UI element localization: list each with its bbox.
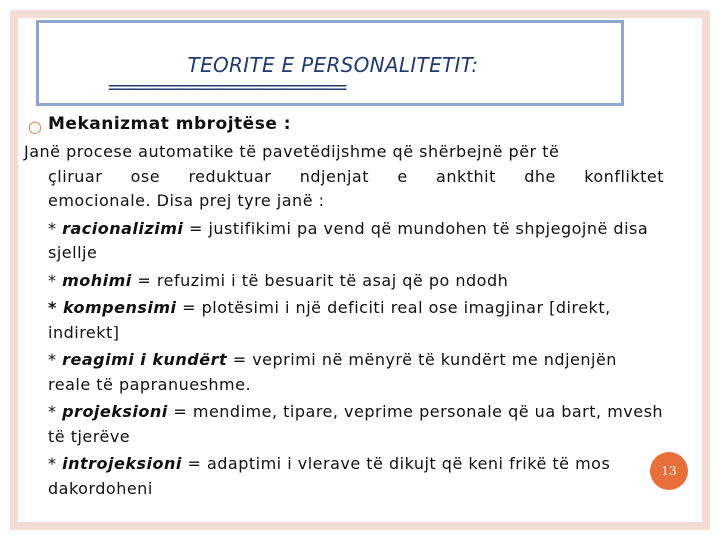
- list-item: [24, 296, 664, 345]
- slide-body: [24, 140, 664, 501]
- item-text: = veprimi në mënyrë të kundërt me ndjenjën reale të papranueshme.: [48, 350, 617, 394]
- item-term: mohimi: [62, 270, 132, 290]
- item-term: reagimi i kundërt: [62, 350, 228, 369]
- item-prefix: *: [48, 402, 63, 421]
- list-item: [24, 452, 664, 501]
- item-prefix: *: [48, 350, 63, 369]
- item-term: racionalizimi: [62, 218, 184, 238]
- section-heading: Mekanizmat mbrojtëse :: [48, 114, 292, 134]
- item-text: = refuzimi i të besuarit të asaj që po ndodh: [131, 270, 509, 290]
- item-term: projeksioni: [62, 402, 168, 421]
- hollow-diamond-bullet-icon: ○: [28, 117, 42, 136]
- item-term: kompensimi: [62, 298, 177, 317]
- intro-paragraph: [24, 140, 664, 214]
- item-term: introjeksioni: [62, 454, 182, 473]
- list-item: [24, 269, 664, 294]
- list-item: [24, 348, 664, 397]
- page-number-badge: 13: [650, 452, 688, 490]
- item-text: = mendime, tipare, veprime personale që ua bart, mvesh të tjerëve: [48, 402, 664, 446]
- title-underline: ==========================: [108, 78, 346, 98]
- slide-title: TEORITE E PERSONALITETIT:: [187, 53, 479, 77]
- item-text: = adaptimi i vlerave të dikujt që keni frikë të mos dakordoheni: [48, 454, 611, 498]
- list-item: [24, 217, 664, 266]
- item-prefix: *: [48, 218, 63, 238]
- item-prefix: *: [48, 454, 63, 473]
- item-text: = plotësimi i një deficiti real ose imagjinar [direkt, indirekt]: [48, 298, 611, 342]
- intro-line: emocionale. Disa prej tyre janë :: [48, 191, 325, 210]
- item-text: = justifikimi pa vend që mundohen të shpjegojnë disa sjellje: [48, 218, 649, 262]
- list-item: [24, 400, 664, 449]
- item-prefix: *: [48, 270, 63, 290]
- intro-line: Janë procese automatike të pavetëdijshme që shërbejnë për të: [24, 142, 560, 161]
- intro-line: çliruar ose reduktuar ndjenjat e ankthit dhe konfliktet: [48, 166, 664, 186]
- item-prefix: *: [48, 298, 63, 317]
